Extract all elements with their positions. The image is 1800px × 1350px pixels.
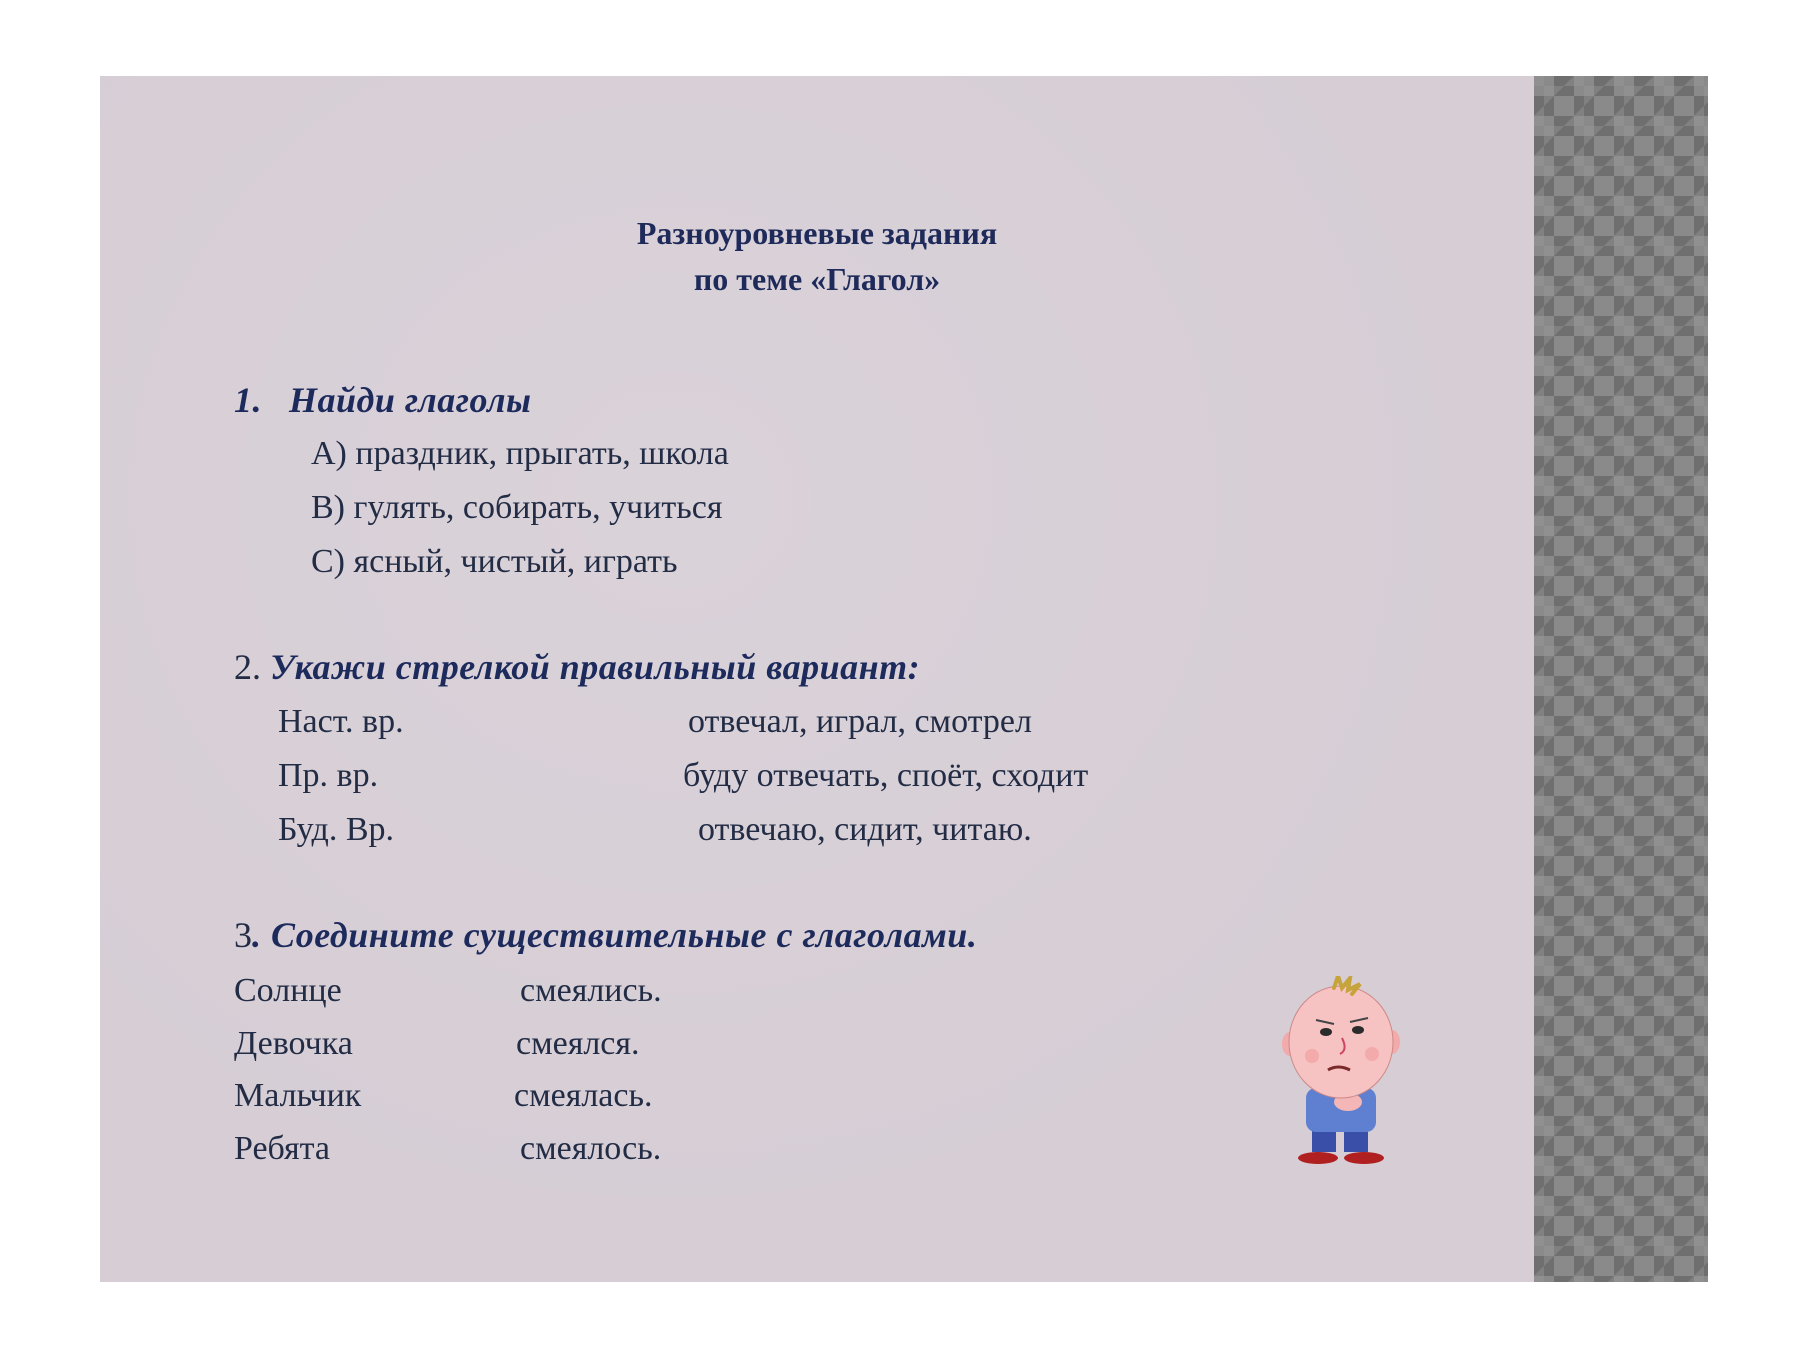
task1-heading [234, 379, 532, 421]
task1-option-c: С) ясный, чистый, играть [311, 543, 678, 580]
slide-title-line-1: Разноуровневые задания [636, 215, 998, 251]
task2-number: 2. [234, 647, 261, 687]
task3-noun: Мальчик [234, 1077, 362, 1114]
task3-heading [234, 914, 977, 956]
task2-row-label: Пр. вр. [278, 757, 379, 794]
task2-row-words: отвечал, играл, смотрел [688, 703, 1032, 740]
task2-row-label: Буд. Вр. [278, 811, 395, 848]
slide [100, 76, 1708, 1282]
task2-row-label: Наст. вр. [278, 703, 404, 740]
task2-title: Укажи стрелкой правильный вариант: [270, 647, 921, 687]
task1-number: 1. [234, 380, 262, 420]
task3-verb: смеялся. [516, 1025, 640, 1062]
task3-noun: Девочка [234, 1025, 353, 1062]
slide-title-line-2: по теме «Глагол» [693, 261, 941, 297]
decorative-pattern-strip [1534, 76, 1708, 1282]
task3-verb: смеялось. [520, 1130, 662, 1167]
task2-row-words: буду отвечать, споёт, сходит [683, 757, 1089, 794]
task3-number: 3 [234, 915, 252, 955]
task3-noun: Солнце [234, 972, 342, 1009]
task3-verb: смеялись. [520, 972, 662, 1009]
task1-option-a: А) праздник, прыгать, школа [311, 435, 729, 472]
task3-verb: смеялась. [514, 1077, 653, 1114]
task2-row-words: отвечаю, сидит, читаю. [698, 811, 1032, 848]
task2-heading [234, 646, 920, 688]
task1-option-b: В) гулять, собирать, учиться [311, 489, 723, 526]
task3-noun: Ребята [234, 1130, 331, 1167]
slide-content-area [100, 76, 1534, 1282]
task1-title: Найди глаголы [289, 380, 532, 420]
task3-title: . Соедините существительные с глаголами. [252, 915, 978, 955]
thinking-boy-icon [1278, 976, 1408, 1166]
